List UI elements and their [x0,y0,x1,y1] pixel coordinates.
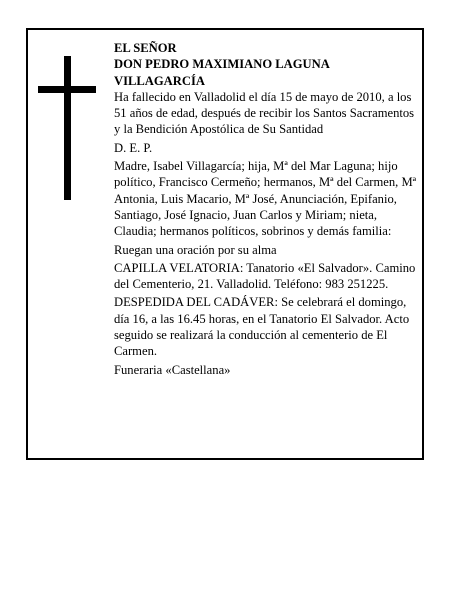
notice-text [114,40,420,380]
farewell-info: DESPEDIDA DEL CADÁVER: Se celebrará el domingo, día 16, a las 16.45 horas, en el Tanatorio El Salvador. Acto seguido se realizará la conducción al cementerio de El Carmen. [114,295,410,359]
chapel-info: CAPILLA VELATORIA: Tanatorio «El Salvador». Camino del Cementerio, 21. Valladolid. Teléfono: 983 251225. [114,260,416,292]
funeral-home: Funeraria «Castellana» [114,362,231,377]
family-list: Madre, Isabel Villagarcía; hija, Mª del Mar Laguna; hijo político, Francisco Cermeño; hermanos, Mª del Carmen, Mª Antonia, Luis Macario, Mª José, Anunciación, Epifanio, Santiago, José Ignacio, Juan Carlos y Miriam; nieta, Claudia; hermanos políticos, sobrinos y demás familia: [114,159,417,239]
deceased-name-line-2: VILLAGARCÍA [114,73,205,88]
cross-icon [38,56,96,200]
obituary-notice [26,28,424,460]
prayer-request: Ruegan una oración por su alma [114,242,277,257]
deceased-name-line-1: DON PEDRO MAXIMIANO LAGUNA [114,57,330,72]
death-announcement: Ha fallecido en Valladolid el día 15 de mayo de 2010, a los 51 años de edad, después de recibir los Santos Sacramentos y la Bendición Apostólica de Su Santidad [114,89,415,137]
rip-text: D. E. P. [114,140,153,155]
notice-title: EL SEÑOR [114,41,177,55]
